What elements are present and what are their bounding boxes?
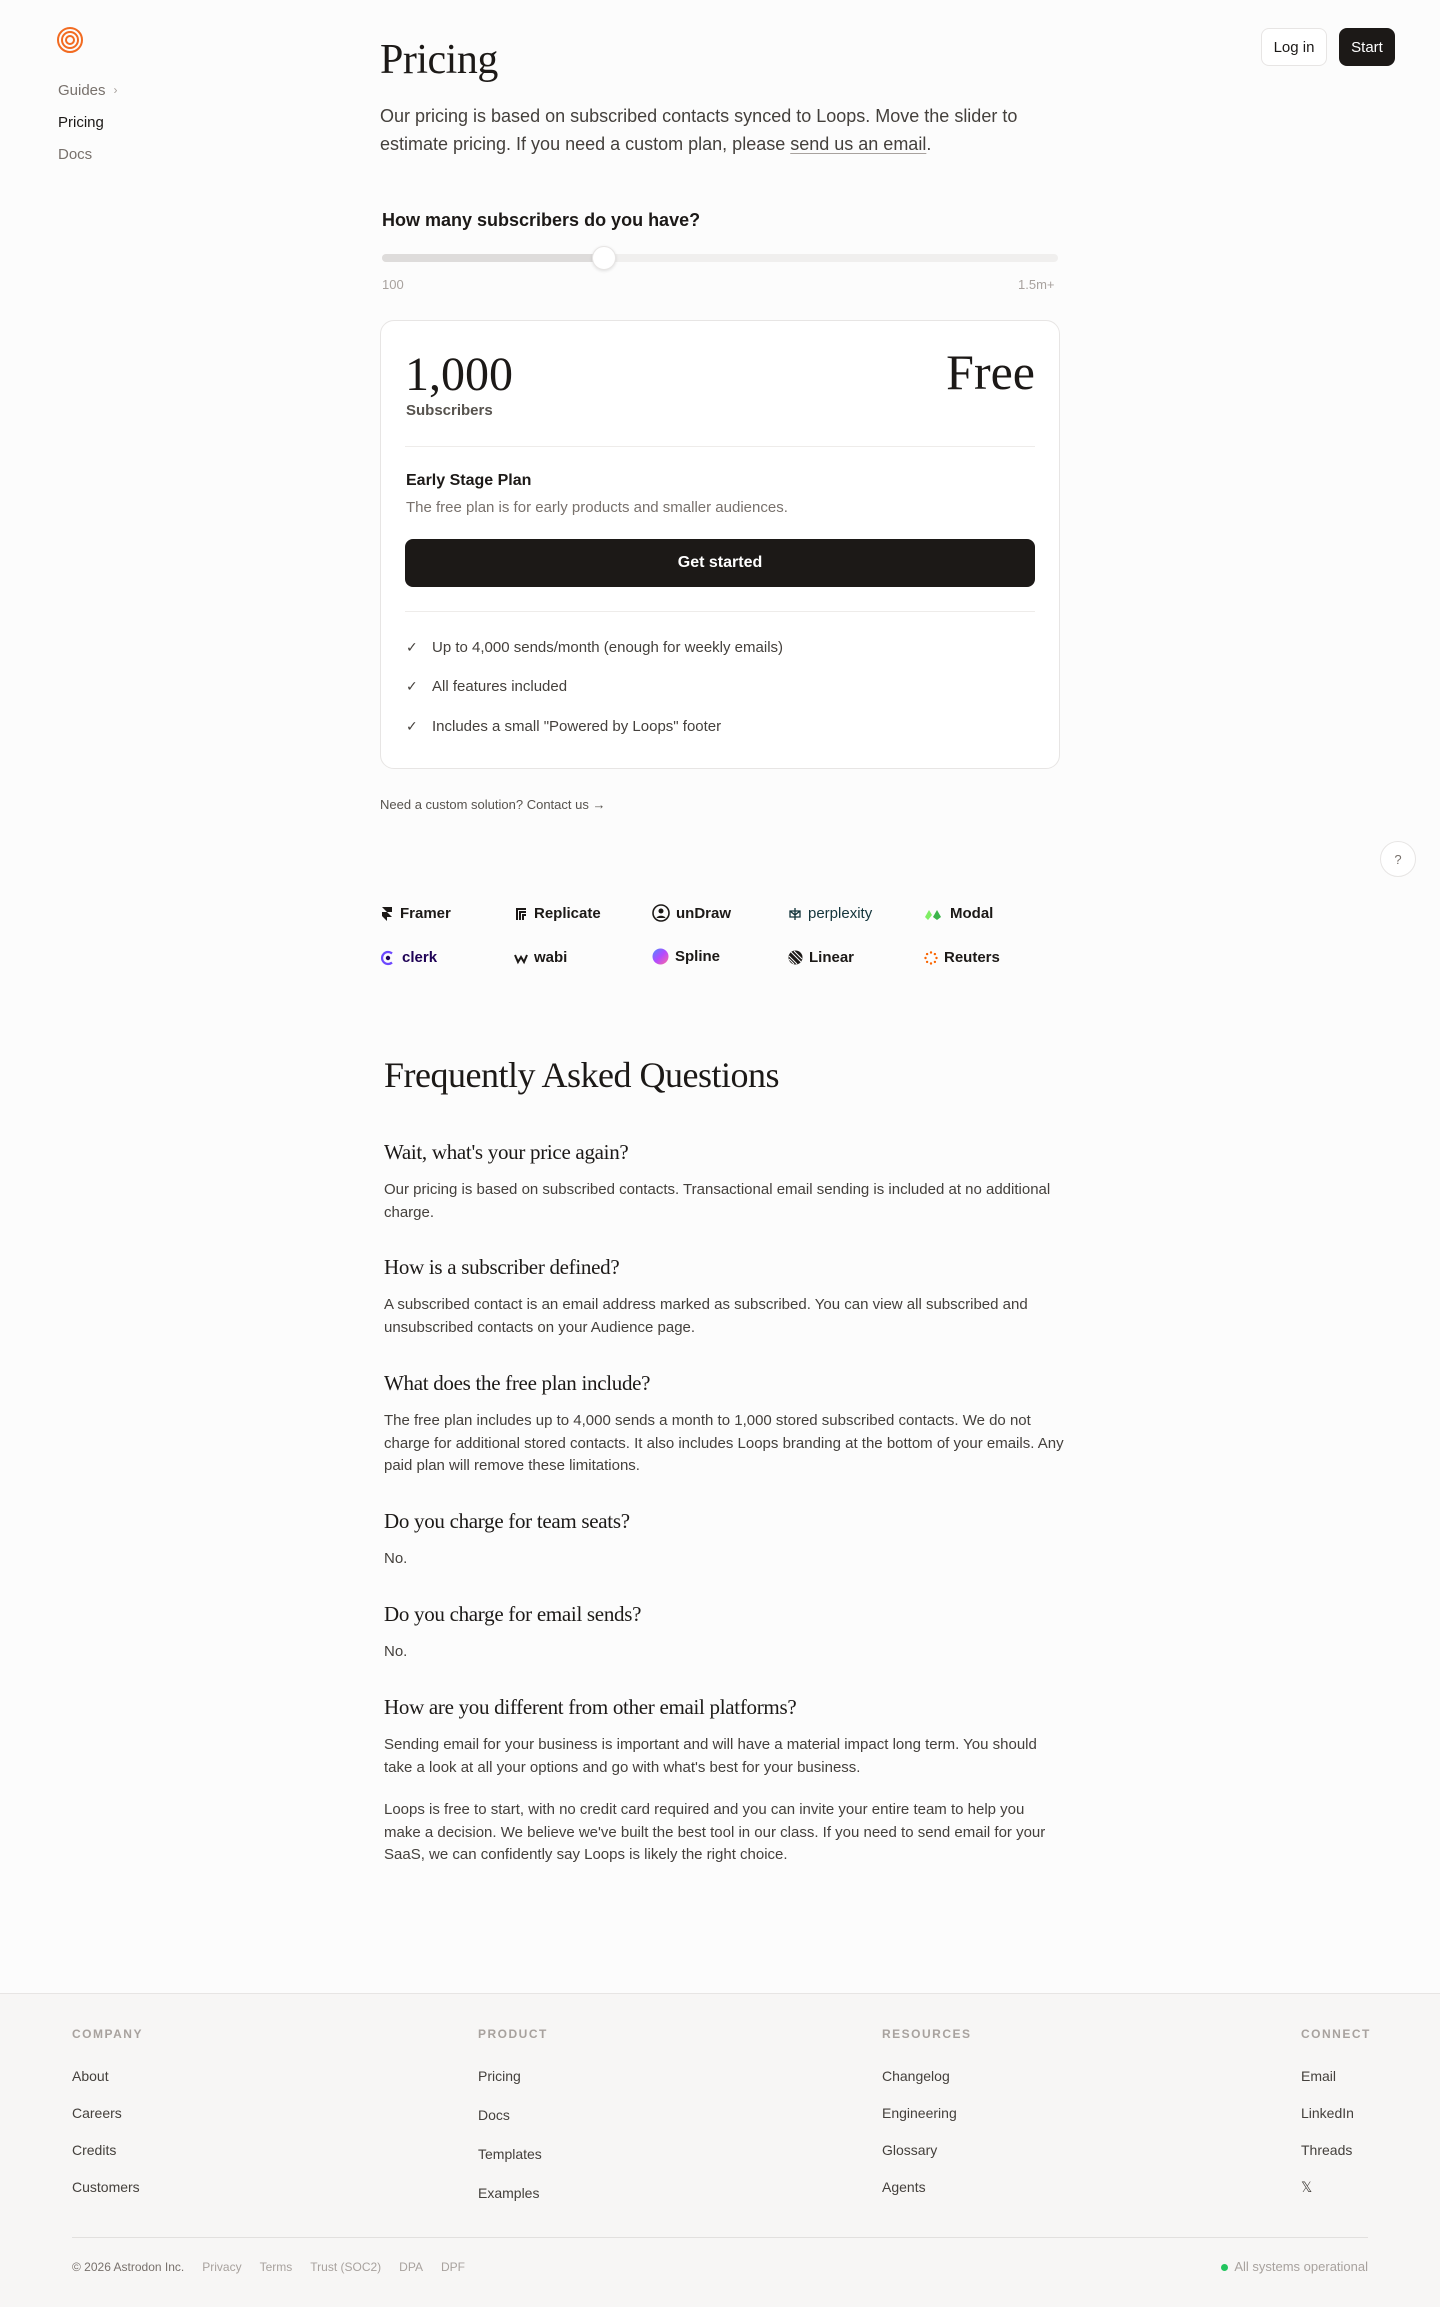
- footer-link-careers[interactable]: Careers: [72, 2105, 122, 2121]
- logo-name: Replicate: [534, 905, 601, 922]
- footer-column-resources: [882, 2027, 972, 2195]
- footer-link-privacy[interactable]: Privacy: [202, 2260, 242, 2274]
- faq-question: Wait, what's your price again?: [384, 1140, 629, 1164]
- footer-column-company: [72, 2027, 143, 2195]
- sidebar-item-label: Guides: [58, 81, 106, 99]
- get-started-button[interactable]: Get started: [405, 539, 1035, 587]
- sidebar-item-label: Pricing: [58, 113, 104, 131]
- customer-logo-framer: [380, 905, 451, 922]
- footer-heading: PRODUCT: [478, 2027, 548, 2041]
- feature-label: All features included: [432, 678, 568, 695]
- check-icon: ✓: [406, 718, 418, 734]
- pricing-card: [380, 320, 1060, 769]
- footer-link-linkedin[interactable]: LinkedIn: [1301, 2105, 1354, 2121]
- footer-column-connect: [1301, 2027, 1371, 2196]
- footer-link-examples[interactable]: Examples: [478, 2185, 540, 2201]
- logo-name: Modal: [950, 905, 994, 922]
- linear-icon: [788, 950, 803, 965]
- sidebar-item-guides[interactable]: [58, 74, 118, 106]
- plan-description: The free plan is for early products and smaller audiences.: [406, 499, 788, 516]
- faq-question: What does the free plan include?: [384, 1371, 651, 1395]
- footer-link-templates[interactable]: Templates: [478, 2146, 542, 2162]
- perplexity-icon: [788, 907, 802, 921]
- status-dot-icon: [1221, 2264, 1228, 2271]
- subscriber-count: 1,000: [405, 348, 513, 401]
- customer-logo-wabi: [514, 949, 567, 966]
- footer-link-email[interactable]: Email: [1301, 2068, 1337, 2084]
- faq-question: How is a subscriber defined?: [384, 1255, 620, 1279]
- faq-answer: Our pricing is based on subscribed contacts. Transactional email sending is included at no additional charge.: [384, 1181, 1051, 1221]
- footer-link-threads[interactable]: Threads: [1301, 2142, 1353, 2158]
- login-button[interactable]: Log in: [1261, 28, 1327, 66]
- feature-label: Includes a small "Powered by Loops" footer: [432, 718, 722, 735]
- customer-logo-reuters: [924, 949, 1000, 966]
- intro-body: Our pricing is based on subscribed contacts synced to Loops. Move the slider to estimate pricing. If you need a custom plan, please: [380, 106, 1018, 154]
- logo-name: Spline: [675, 948, 721, 965]
- logo-name: wabi: [534, 949, 568, 966]
- feature-label: Up to 4,000 sends/month (enough for weekly emails): [432, 639, 784, 656]
- faq-answer: The free plan includes up to 4,000 sends a month to 1,000 stored subscribed contacts. We do not charge for additional stored contacts. It also includes Loops branding at the bottom of your emails. Any paid plan will remove these limitations.: [384, 1412, 1064, 1474]
- customer-logo-perplexity: [788, 905, 872, 922]
- footer-link-glossary[interactable]: Glossary: [882, 2142, 938, 2158]
- feature-item: [406, 639, 783, 656]
- undraw-icon: [652, 904, 670, 922]
- faq-answer: No.: [384, 1643, 408, 1660]
- customer-logo-modal: [924, 905, 993, 922]
- customer-logo-linear: [788, 949, 854, 966]
- replicate-icon: [514, 907, 528, 921]
- contact-us-link[interactable]: Need a custom solution? Contact us →: [380, 797, 606, 812]
- loops-logo[interactable]: [56, 26, 84, 54]
- chevron-right-icon: ›: [113, 83, 118, 97]
- footer-legal: [72, 2260, 465, 2274]
- wabi-icon: [514, 951, 528, 965]
- sidebar-item-label: Docs: [58, 145, 93, 163]
- feature-item: [406, 678, 567, 695]
- intro-text: [380, 102, 1070, 158]
- page-title: Pricing: [380, 37, 498, 83]
- framer-icon: [380, 907, 394, 921]
- customer-logo-spline: [652, 948, 720, 965]
- sidebar-item-docs[interactable]: [58, 138, 118, 170]
- subscriber-count-label: Subscribers: [406, 402, 493, 419]
- start-button[interactable]: Start: [1339, 28, 1395, 66]
- footer-link-engineering[interactable]: Engineering: [882, 2105, 957, 2121]
- footer-link-pricing[interactable]: Pricing: [478, 2068, 521, 2084]
- status-text: All systems operational: [1234, 2259, 1368, 2274]
- footer-column-product: [478, 2027, 548, 2201]
- modal-icon: [924, 907, 944, 921]
- footer-heading: RESOURCES: [882, 2027, 972, 2041]
- footer-link-credits[interactable]: Credits: [72, 2142, 117, 2158]
- customer-logo-undraw: [652, 904, 731, 922]
- logo-name: Reuters: [944, 949, 1000, 966]
- footer-divider: [72, 2237, 1368, 2238]
- logo-name: Framer: [400, 905, 451, 922]
- faq-answer: Sending email for your business is important and will have a material impact long term. You should take a look at all your options and go with what's best for your business.: [384, 1736, 1037, 1776]
- footer-link-x[interactable]: 𝕏: [1301, 2179, 1313, 2195]
- customer-logo-replicate: [514, 905, 601, 922]
- subscriber-slider-thumb[interactable]: [592, 246, 616, 270]
- spline-icon: [652, 948, 669, 965]
- sidebar-item-pricing[interactable]: [58, 106, 118, 138]
- faq-question: Do you charge for team seats?: [384, 1509, 630, 1533]
- footer-link-docs[interactable]: Docs: [478, 2107, 510, 2123]
- copyright: © 2026 Astrodon Inc.: [72, 2260, 185, 2274]
- faq-question: Do you charge for email sends?: [384, 1602, 642, 1626]
- footer-link-trust[interactable]: Trust (SOC2): [310, 2260, 382, 2274]
- footer-link-about[interactable]: About: [72, 2068, 109, 2084]
- clerk-icon: [380, 950, 396, 966]
- help-button[interactable]: ?: [1380, 841, 1416, 877]
- subscriber-slider-track[interactable]: [382, 254, 1058, 262]
- intro-end: .: [926, 134, 932, 154]
- reuters-icon: [924, 951, 938, 965]
- check-icon: ✓: [406, 639, 418, 655]
- slider-min-label: 100: [382, 277, 404, 292]
- footer-link-customers[interactable]: Customers: [72, 2179, 140, 2195]
- logo-name: perplexity: [808, 905, 873, 922]
- footer-link-dpf[interactable]: DPF: [440, 2260, 465, 2274]
- footer-link-terms[interactable]: Terms: [259, 2260, 293, 2274]
- faq-answer: A subscribed contact is an email address marked as subscribed. You can view all subscribed and unsubscribed contacts on your Audience page.: [384, 1296, 1028, 1336]
- site-footer: [0, 1993, 1440, 2307]
- check-icon: ✓: [406, 678, 418, 694]
- feature-item: [406, 718, 721, 735]
- footer-link-changelog[interactable]: Changelog: [882, 2068, 950, 2084]
- divider: [405, 611, 1035, 612]
- customer-logo-clerk: [380, 949, 437, 966]
- slider-question: How many subscribers do you have?: [382, 210, 701, 230]
- logo-name: Linear: [809, 949, 855, 966]
- logo-name: unDraw: [676, 904, 732, 922]
- slider-max-label: 1.5m+: [1018, 277, 1055, 292]
- plan-price: Free: [946, 344, 1035, 400]
- send-email-link[interactable]: send us an email: [790, 134, 927, 154]
- faq-title: Frequently Asked Questions: [384, 1055, 779, 1095]
- plan-name: Early Stage Plan: [406, 472, 532, 489]
- sidebar-nav: [58, 74, 118, 170]
- footer-link-agents[interactable]: Agents: [882, 2179, 926, 2195]
- divider: [405, 446, 1035, 447]
- footer-heading: CONNECT: [1301, 2027, 1371, 2041]
- faq-answer: Loops is free to start, with no credit card required and you can invite your entire team to help you make a decision. We believe we've built the best tool in our class. If you need to send email for your SaaS, we can confidently say Loops is likely the right choice.: [384, 1801, 1046, 1863]
- faq-answer: No.: [384, 1550, 408, 1567]
- faq-question: How are you different from other email platforms?: [384, 1695, 797, 1719]
- logo-name: clerk: [402, 949, 438, 966]
- loops-logo-icon: [56, 26, 84, 54]
- system-status[interactable]: [1221, 2259, 1368, 2274]
- slider-fill: [382, 254, 605, 262]
- footer-link-dpa[interactable]: DPA: [399, 2260, 423, 2274]
- footer-heading: COMPANY: [72, 2027, 143, 2041]
